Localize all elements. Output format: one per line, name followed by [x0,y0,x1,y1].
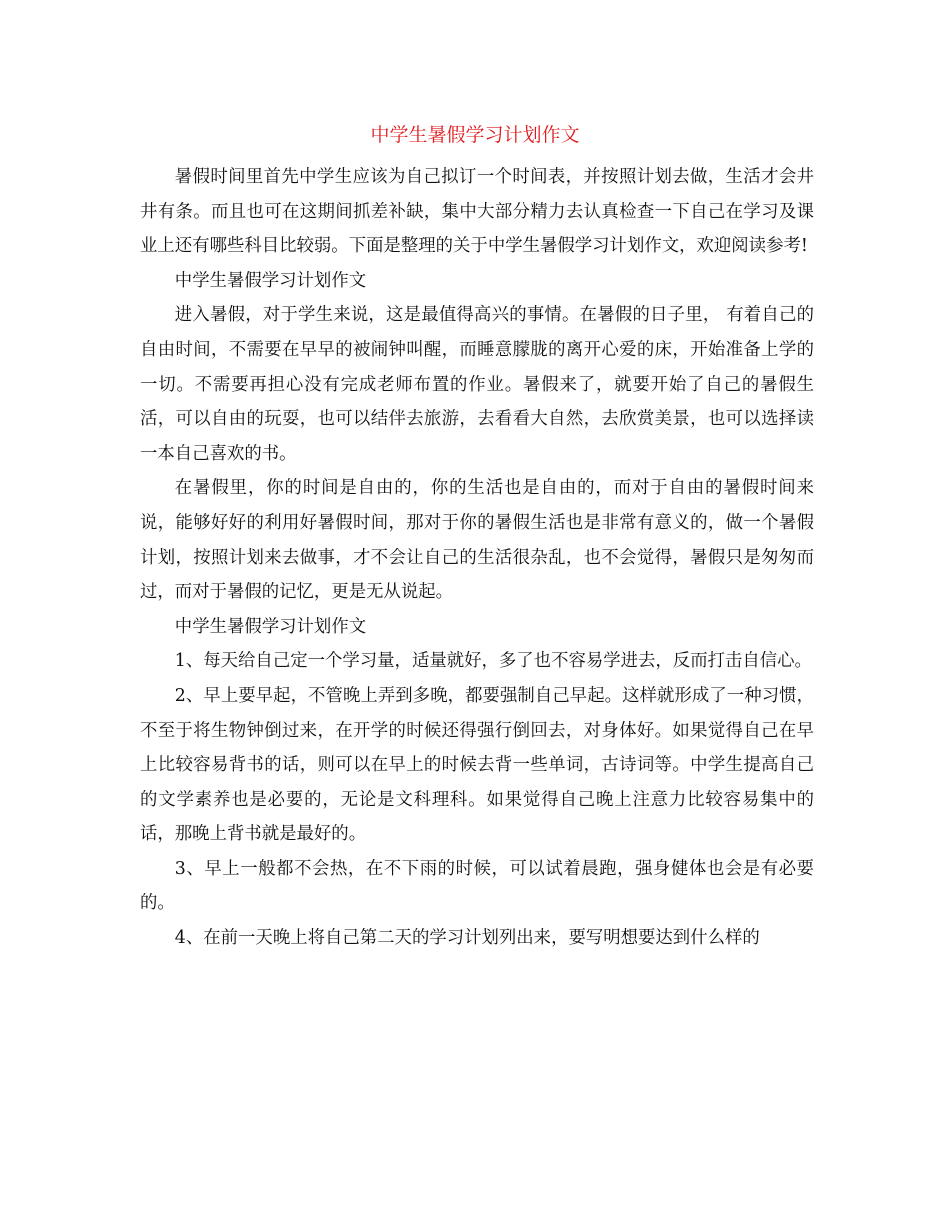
list-item-paragraph: 1、每天给自己定一个学习量，适量就好，多了也不容易学进去，反而打击自信心。 [174,651,812,672]
body-paragraph: 在暑假里，你的时间是自由的，你的生活也是自由的，而对于自由的暑假时间来说，能够好好的利用好暑假时间，那对于你的暑假生活也是非常有意义的，做一个暑假计划，按照计划来去做事，才不会让自己的生活很杂乱，也不会觉得，暑假只是匆匆而过，而对于暑假的记忆，更是无从说起。 [140,478,814,603]
intro-paragraph: 暑假时间里首先中学生应该为自己拟订一个时间表，并按照计划去做，生活才会井井有条。而且也可在这期间抓差补缺，集中大部分精力去认真检查一下自己在学习及课业上还有哪些科目比较弱。下面是整理的关于中学生暑假学习计划作文，欢迎阅读参考! [140,167,814,257]
section-heading: 中学生暑假学习计划作文 [174,270,367,291]
list-item-paragraph: 4、在前一天晚上将自己第二天的学习计划列出来，要写明想要达到什么样的 [174,928,760,949]
document-title: 中学生暑假学习计划作文 [370,124,580,146]
document-body [140,160,814,956]
list-item-paragraph: 2、早上要早起，不管晚上弄到多晚，都要强制自己早起。这样就形成了一种习惯，不至于将生物钟倒过来，在开学的时候还得强行倒回去，对身体好。如果觉得自己在早上比较容易背书的话，则可以在早上的时候去背一些单词，古诗词等。中学生提高自己的文学素养也是必要的，无论是文科理科。如果觉得自己晚上注意力比较容易集中的话，那晚上背书就是最好的。 [140,685,814,845]
section-heading: 中学生暑假学习计划作文 [174,616,367,637]
list-item-paragraph: 3、早上一般都不会热，在不下雨的时候，可以试着晨跑，强身健体也会是有必要的。 [140,858,814,914]
body-paragraph: 进入暑假，对于学生来说，这是最值得高兴的事情。在暑假的日子里， 有着自己的自由时间，不需要在早早的被闹钟叫醒，而睡意朦胧的离开心爱的床，开始准备上学的一切。不需要再担心没有完成老师布置的作业。暑假来了，就要开始了自己的暑假生活，可以自由的玩耍，也可以结伴去旅游，去看看大自然，去欣赏美景，也可以选择读一本自己喜欢的书。 [140,305,814,464]
